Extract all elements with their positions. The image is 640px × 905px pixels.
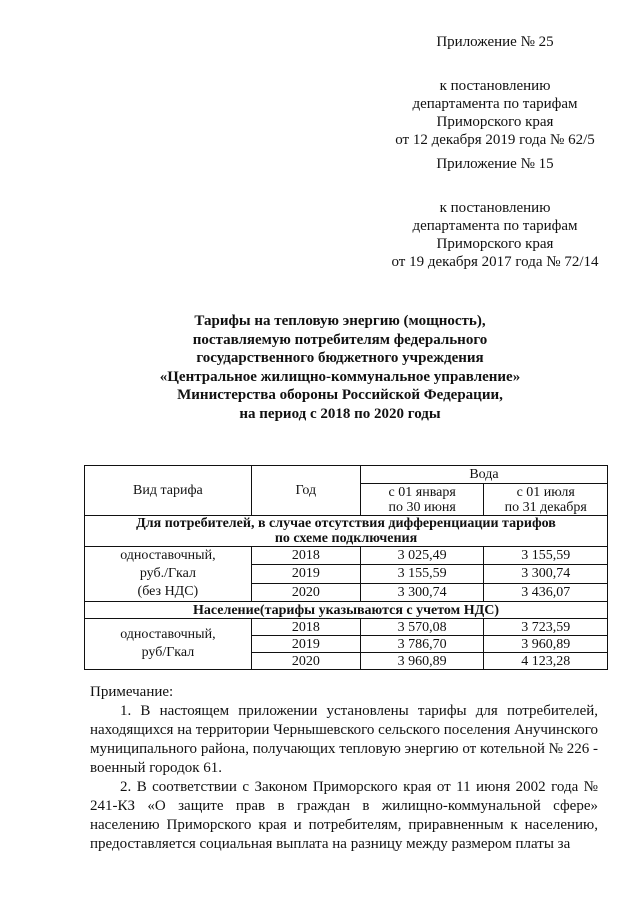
appendix-original-line: департамента по тарифам — [412, 218, 578, 234]
title-line: поставляемую потребителям федерального — [192, 331, 488, 348]
group-1-tariff-type — [85, 547, 252, 602]
header-tariff-type: Вид тарифа — [85, 466, 252, 516]
year-cell: 2020 — [251, 653, 360, 670]
tariff-h2-cell: 4 123,28 — [484, 653, 608, 670]
appendix-original-line: Приморского края — [436, 236, 554, 252]
year-cell: 2019 — [251, 565, 360, 583]
appendix-current-line: от 12 декабря 2019 года № 62/5 — [395, 132, 595, 148]
note-paragraph-1: 1. В настоящем приложении установлены тарифы для потребителей, находящихся на территории Чернышевского сельского поселения Анучинского муниципального района, получающих тепловую энергию от котельной № 226 - военный городок 61. — [90, 703, 598, 776]
notes-heading: Примечание: — [90, 684, 174, 700]
title-line: на период с 2018 по 2020 годы — [239, 405, 441, 422]
appendix-current-line: Приморского края — [436, 114, 554, 130]
appendix-original-line: к постановлению — [439, 200, 551, 216]
year-cell: 2019 — [251, 636, 360, 653]
year-cell: 2020 — [251, 583, 360, 601]
tariff-h1-cell: 3 570,08 — [360, 619, 484, 636]
group-2-title-row — [85, 602, 608, 619]
tariff-h1-cell: 3 960,89 — [360, 653, 484, 670]
group-1-title-row — [85, 516, 608, 547]
title-line: государственного бюджетного учреждения — [196, 350, 484, 366]
appendix-original — [360, 155, 630, 271]
tariff-h2-cell: 3 300,74 — [484, 565, 608, 583]
appendix-current-line: департамента по тарифам — [412, 96, 578, 112]
appendix-current-title: Приложение № 25 — [436, 34, 554, 50]
title-line: Министерства обороны Российской Федерации, — [177, 387, 503, 403]
tariff-h2-cell: 3 960,89 — [484, 636, 608, 653]
group-1-tariff-line: одноставочный, — [120, 548, 216, 563]
appendix-original-title: Приложение № 15 — [436, 156, 554, 172]
header-period-1-line: с 01 января — [388, 484, 456, 500]
title-line: Тарифы на тепловую энергию (мощность), — [194, 313, 486, 329]
header-water: Вода — [360, 466, 607, 484]
tariff-h1-cell: 3 300,74 — [360, 583, 484, 601]
group-1-title-line: Для потребителей, в случае отсутствия дифференциации тарифов — [136, 516, 556, 531]
tariff-h2-cell: 3 436,07 — [484, 583, 608, 601]
tariff-h2-cell: 3 723,59 — [484, 619, 608, 636]
header-period-2-line: по 31 декабря — [504, 499, 587, 515]
year-cell: 2018 — [251, 619, 360, 636]
table-row — [85, 619, 608, 636]
tariff-table — [84, 465, 608, 670]
appendix-original-line: от 19 декабря 2017 года № 72/14 — [391, 254, 599, 270]
note-paragraph-2: 2. В соответствии с Законом Приморского края от 11 июня 2002 года № 241-КЗ «О защите прав в граждан в жилищно-коммунальной сфере» населению Приморского края и потребителям, приравненным к населению, предоставляется социальная выплата на разницу между размером платы за — [90, 779, 598, 852]
header-period-2-line: с 01 июля — [516, 484, 575, 500]
table-row — [85, 547, 608, 565]
document-title — [100, 312, 580, 423]
appendix-current-line: к постановлению — [439, 78, 551, 94]
group-2-tariff-line: руб/Гкал — [141, 645, 195, 660]
header-period-1-line: по 30 июня — [388, 499, 456, 515]
header-period-2 — [484, 484, 608, 516]
tariff-h1-cell: 3 025,49 — [360, 547, 484, 565]
group-2-title: Население(тарифы указываются с учетом НДС) — [85, 602, 608, 619]
tariff-h1-cell: 3 155,59 — [360, 565, 484, 583]
tariff-h2-cell: 3 155,59 — [484, 547, 608, 565]
group-2-tariff-line: одноставочный, — [120, 627, 216, 642]
group-1-tariff-line: руб./Гкал — [139, 566, 196, 581]
header-year: Год — [251, 466, 360, 516]
group-2-tariff-type — [85, 619, 252, 670]
notes-section — [90, 683, 598, 854]
appendix-current — [360, 33, 630, 149]
header-period-1 — [360, 484, 484, 516]
group-1-tariff-line: (без НДС) — [137, 584, 199, 599]
year-cell: 2018 — [251, 547, 360, 565]
tariff-h1-cell: 3 786,70 — [360, 636, 484, 653]
group-1-title — [85, 516, 608, 547]
title-line: «Центральное жилищно-коммунальное управление» — [159, 368, 521, 385]
group-1-title-line: по схеме подключения — [274, 531, 418, 546]
table-header-row — [85, 466, 608, 484]
